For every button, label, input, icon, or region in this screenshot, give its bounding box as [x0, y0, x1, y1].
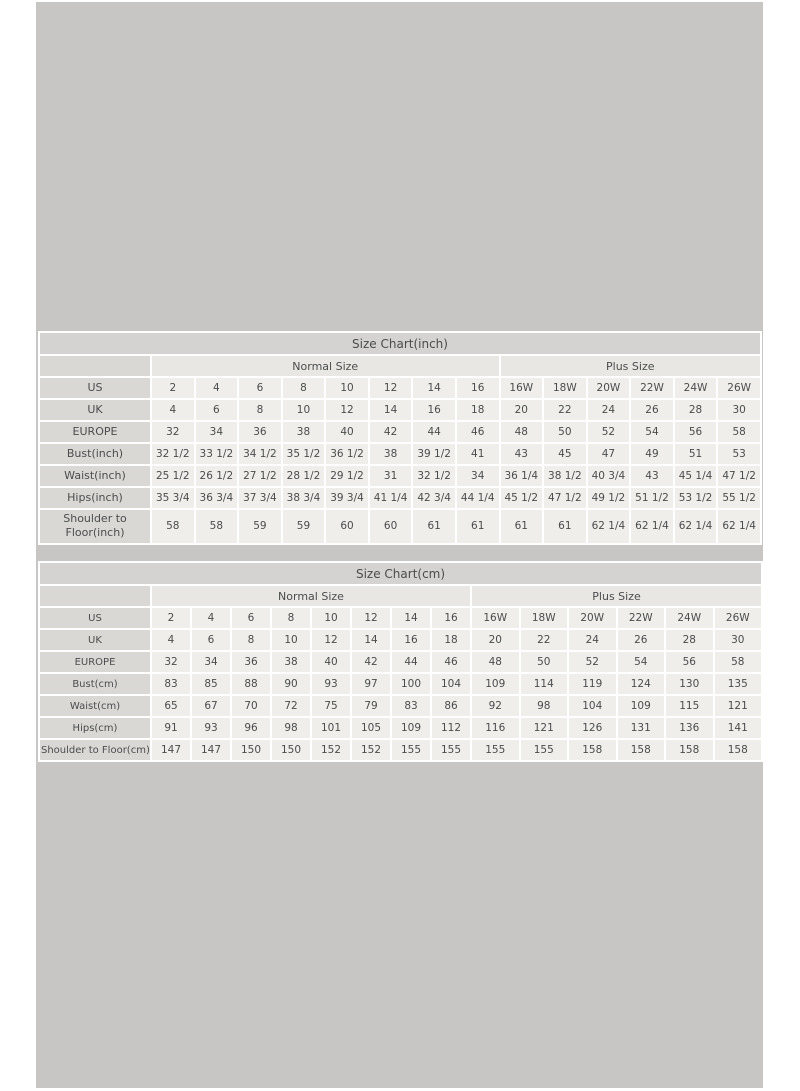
table-row	[40, 510, 760, 543]
size-value-cell: 4	[152, 400, 194, 420]
size-value-cell: 155	[472, 740, 519, 760]
size-value-cell: 70	[232, 696, 270, 716]
size-value-cell: 30	[715, 630, 762, 650]
size-value-cell: 121	[521, 718, 568, 738]
size-value-cell: 37 3/4	[239, 488, 281, 508]
size-value-cell: 16W	[501, 378, 543, 398]
size-value-cell: 18W	[521, 608, 568, 628]
size-value-cell: 43	[501, 444, 543, 464]
size-value-cell: 12	[312, 630, 350, 650]
size-value-cell: 155	[392, 740, 430, 760]
size-value-cell: 36	[232, 652, 270, 672]
table-row	[40, 466, 760, 486]
table-row	[40, 444, 760, 464]
size-value-cell: 42 3/4	[413, 488, 455, 508]
column-group-label: Normal Size	[152, 586, 470, 606]
size-value-cell: 152	[312, 740, 350, 760]
size-value-cell: 34	[457, 466, 499, 486]
size-value-cell: 38 1/2	[544, 466, 586, 486]
size-value-cell: 10	[283, 400, 325, 420]
size-value-cell: 26W	[715, 608, 762, 628]
size-value-cell: 54	[631, 422, 673, 442]
size-value-cell: 10	[272, 630, 310, 650]
size-value-cell: 34	[196, 422, 238, 442]
size-value-cell: 14	[413, 378, 455, 398]
size-value-cell: 112	[432, 718, 470, 738]
row-label: Hips(inch)	[40, 488, 150, 508]
size-value-cell: 16	[432, 608, 470, 628]
size-value-cell: 51 1/2	[631, 488, 673, 508]
size-value-cell: 33 1/2	[196, 444, 238, 464]
column-group-label: Plus Size	[472, 586, 761, 606]
size-value-cell: 39 3/4	[326, 488, 368, 508]
table-title: Size Chart(inch)	[40, 333, 760, 354]
size-value-cell: 86	[432, 696, 470, 716]
size-value-cell: 60	[370, 510, 412, 543]
size-value-cell: 24	[588, 400, 630, 420]
size-value-cell: 47 1/2	[718, 466, 760, 486]
size-value-cell: 2	[152, 378, 194, 398]
size-value-cell: 93	[192, 718, 230, 738]
size-value-cell: 45	[544, 444, 586, 464]
size-value-cell: 38	[370, 444, 412, 464]
size-value-cell: 14	[370, 400, 412, 420]
size-value-cell: 47	[588, 444, 630, 464]
size-value-cell: 136	[666, 718, 713, 738]
size-value-cell: 32	[152, 422, 194, 442]
size-value-cell: 8	[272, 608, 310, 628]
size-value-cell: 35 1/2	[283, 444, 325, 464]
size-value-cell: 16	[457, 378, 499, 398]
size-value-cell: 22	[544, 400, 586, 420]
size-value-cell: 12	[352, 608, 390, 628]
size-value-cell: 41	[457, 444, 499, 464]
size-value-cell: 59	[239, 510, 281, 543]
size-value-cell: 29 1/2	[326, 466, 368, 486]
table-row	[40, 488, 760, 508]
column-group-label: Plus Size	[501, 356, 761, 376]
size-chart-inch-table	[38, 331, 762, 545]
size-value-cell: 65	[152, 696, 190, 716]
size-value-cell: 12	[326, 400, 368, 420]
size-value-cell: 59	[283, 510, 325, 543]
size-value-cell: 96	[232, 718, 270, 738]
size-value-cell: 121	[715, 696, 762, 716]
size-value-cell: 147	[152, 740, 190, 760]
size-value-cell: 141	[715, 718, 762, 738]
size-value-cell: 92	[472, 696, 519, 716]
size-value-cell: 79	[352, 696, 390, 716]
size-value-cell: 31	[370, 466, 412, 486]
size-value-cell: 93	[312, 674, 350, 694]
size-value-cell: 98	[272, 718, 310, 738]
size-value-cell: 48	[472, 652, 519, 672]
row-label: Shoulder to Floor(cm)	[40, 740, 150, 760]
size-value-cell: 20W	[588, 378, 630, 398]
size-value-cell: 50	[544, 422, 586, 442]
size-value-cell: 10	[312, 608, 350, 628]
size-value-cell: 32 1/2	[152, 444, 194, 464]
size-value-cell: 36 1/4	[501, 466, 543, 486]
size-value-cell: 130	[666, 674, 713, 694]
size-value-cell: 150	[232, 740, 270, 760]
size-value-cell: 53 1/2	[675, 488, 717, 508]
size-chart-cm-table	[38, 561, 763, 762]
size-value-cell: 43	[631, 466, 673, 486]
size-value-cell: 119	[569, 674, 616, 694]
size-value-cell: 24W	[666, 608, 713, 628]
size-value-cell: 47 1/2	[544, 488, 586, 508]
size-value-cell: 61	[457, 510, 499, 543]
table-row	[40, 378, 760, 398]
table-row	[40, 400, 760, 420]
row-label: EUROPE	[40, 652, 150, 672]
table-row	[40, 422, 760, 442]
size-value-cell: 98	[521, 696, 568, 716]
row-label: Waist(cm)	[40, 696, 150, 716]
size-value-cell: 25 1/2	[152, 466, 194, 486]
size-value-cell: 46	[432, 652, 470, 672]
column-group-row	[40, 586, 761, 606]
size-value-cell: 135	[715, 674, 762, 694]
size-value-cell: 49	[631, 444, 673, 464]
size-value-cell: 97	[352, 674, 390, 694]
size-value-cell: 20	[472, 630, 519, 650]
size-value-cell: 109	[392, 718, 430, 738]
size-value-cell: 114	[521, 674, 568, 694]
table-title-row	[40, 563, 761, 584]
size-value-cell: 155	[521, 740, 568, 760]
size-value-cell: 39 1/2	[413, 444, 455, 464]
size-value-cell: 158	[666, 740, 713, 760]
size-value-cell: 152	[352, 740, 390, 760]
size-value-cell: 18	[432, 630, 470, 650]
size-value-cell: 150	[272, 740, 310, 760]
size-value-cell: 4	[196, 378, 238, 398]
size-value-cell: 26	[631, 400, 673, 420]
size-value-cell: 28 1/2	[283, 466, 325, 486]
size-value-cell: 6	[239, 378, 281, 398]
size-value-cell: 60	[326, 510, 368, 543]
table-row	[40, 696, 761, 716]
size-value-cell: 27 1/2	[239, 466, 281, 486]
size-value-cell: 26W	[718, 378, 760, 398]
size-value-cell: 83	[392, 696, 430, 716]
size-value-cell: 12	[370, 378, 412, 398]
size-value-cell: 32	[152, 652, 190, 672]
size-value-cell: 58	[718, 422, 760, 442]
size-value-cell: 14	[392, 608, 430, 628]
size-value-cell: 14	[352, 630, 390, 650]
size-value-cell: 62 1/4	[718, 510, 760, 543]
row-label: UK	[40, 630, 150, 650]
size-value-cell: 158	[569, 740, 616, 760]
size-value-cell: 147	[192, 740, 230, 760]
size-value-cell: 22W	[631, 378, 673, 398]
size-value-cell: 28	[675, 400, 717, 420]
size-value-cell: 62 1/4	[631, 510, 673, 543]
size-value-cell: 58	[715, 652, 762, 672]
size-value-cell: 42	[370, 422, 412, 442]
size-value-cell: 40	[312, 652, 350, 672]
size-value-cell: 20	[501, 400, 543, 420]
table-row	[40, 652, 761, 672]
size-value-cell: 6	[232, 608, 270, 628]
size-value-cell: 83	[152, 674, 190, 694]
size-value-cell: 22W	[618, 608, 665, 628]
size-value-cell: 91	[152, 718, 190, 738]
size-value-cell: 16W	[472, 608, 519, 628]
corner-cell	[40, 586, 150, 606]
size-value-cell: 18W	[544, 378, 586, 398]
size-value-cell: 36 1/2	[326, 444, 368, 464]
size-value-cell: 40 3/4	[588, 466, 630, 486]
size-value-cell: 50	[521, 652, 568, 672]
size-value-cell: 90	[272, 674, 310, 694]
size-value-cell: 44	[392, 652, 430, 672]
size-value-cell: 42	[352, 652, 390, 672]
size-value-cell: 6	[192, 630, 230, 650]
size-value-cell: 61	[501, 510, 543, 543]
size-value-cell: 41 1/4	[370, 488, 412, 508]
size-value-cell: 158	[715, 740, 762, 760]
size-value-cell: 44	[413, 422, 455, 442]
size-value-cell: 104	[569, 696, 616, 716]
size-value-cell: 38	[283, 422, 325, 442]
row-label: EUROPE	[40, 422, 150, 442]
size-value-cell: 2	[152, 608, 190, 628]
size-value-cell: 61	[544, 510, 586, 543]
size-value-cell: 85	[192, 674, 230, 694]
table-row	[40, 718, 761, 738]
size-value-cell: 18	[457, 400, 499, 420]
size-value-cell: 45 1/4	[675, 466, 717, 486]
size-value-cell: 8	[232, 630, 270, 650]
size-value-cell: 36	[239, 422, 281, 442]
size-value-cell: 10	[326, 378, 368, 398]
size-value-cell: 155	[432, 740, 470, 760]
table-title: Size Chart(cm)	[40, 563, 761, 584]
size-value-cell: 56	[666, 652, 713, 672]
size-value-cell: 62 1/4	[588, 510, 630, 543]
size-value-cell: 4	[152, 630, 190, 650]
size-value-cell: 8	[283, 378, 325, 398]
size-value-cell: 55 1/2	[718, 488, 760, 508]
row-label: UK	[40, 400, 150, 420]
size-value-cell: 49 1/2	[588, 488, 630, 508]
size-value-cell: 58	[152, 510, 194, 543]
size-value-cell: 48	[501, 422, 543, 442]
size-value-cell: 100	[392, 674, 430, 694]
size-value-cell: 158	[618, 740, 665, 760]
row-label: US	[40, 608, 150, 628]
size-value-cell: 16	[413, 400, 455, 420]
corner-cell	[40, 356, 150, 376]
table-row	[40, 674, 761, 694]
size-value-cell: 30	[718, 400, 760, 420]
size-value-cell: 126	[569, 718, 616, 738]
table-row	[40, 630, 761, 650]
size-value-cell: 36 3/4	[196, 488, 238, 508]
table-title-row	[40, 333, 760, 354]
size-value-cell: 124	[618, 674, 665, 694]
size-value-cell: 67	[192, 696, 230, 716]
size-value-cell: 44 1/4	[457, 488, 499, 508]
size-value-cell: 52	[569, 652, 616, 672]
size-value-cell: 40	[326, 422, 368, 442]
size-value-cell: 4	[192, 608, 230, 628]
size-value-cell: 34 1/2	[239, 444, 281, 464]
size-value-cell: 72	[272, 696, 310, 716]
size-value-cell: 53	[718, 444, 760, 464]
row-label: Shoulder to Floor(inch)	[40, 510, 150, 543]
row-label: Bust(inch)	[40, 444, 150, 464]
size-value-cell: 88	[232, 674, 270, 694]
size-value-cell: 116	[472, 718, 519, 738]
size-value-cell: 115	[666, 696, 713, 716]
size-value-cell: 32 1/2	[413, 466, 455, 486]
size-value-cell: 20W	[569, 608, 616, 628]
size-value-cell: 45 1/2	[501, 488, 543, 508]
size-value-cell: 101	[312, 718, 350, 738]
size-value-cell: 46	[457, 422, 499, 442]
size-value-cell: 104	[432, 674, 470, 694]
size-value-cell: 35 3/4	[152, 488, 194, 508]
gray-background-panel	[36, 2, 763, 1088]
size-value-cell: 26	[618, 630, 665, 650]
size-value-cell: 38	[272, 652, 310, 672]
size-value-cell: 61	[413, 510, 455, 543]
size-value-cell: 54	[618, 652, 665, 672]
size-value-cell: 56	[675, 422, 717, 442]
size-value-cell: 52	[588, 422, 630, 442]
size-value-cell: 105	[352, 718, 390, 738]
table-row	[40, 608, 761, 628]
size-value-cell: 109	[618, 696, 665, 716]
size-value-cell: 16	[392, 630, 430, 650]
size-value-cell: 58	[196, 510, 238, 543]
size-value-cell: 22	[521, 630, 568, 650]
row-label: US	[40, 378, 150, 398]
size-value-cell: 26 1/2	[196, 466, 238, 486]
size-value-cell: 131	[618, 718, 665, 738]
size-value-cell: 51	[675, 444, 717, 464]
size-value-cell: 6	[196, 400, 238, 420]
column-group-label: Normal Size	[152, 356, 499, 376]
row-label: Bust(cm)	[40, 674, 150, 694]
size-value-cell: 34	[192, 652, 230, 672]
row-label: Hips(cm)	[40, 718, 150, 738]
size-value-cell: 8	[239, 400, 281, 420]
table-row	[40, 740, 761, 760]
size-value-cell: 109	[472, 674, 519, 694]
size-value-cell: 24	[569, 630, 616, 650]
row-label: Waist(inch)	[40, 466, 150, 486]
size-value-cell: 38 3/4	[283, 488, 325, 508]
size-value-cell: 75	[312, 696, 350, 716]
column-group-row	[40, 356, 760, 376]
size-value-cell: 24W	[675, 378, 717, 398]
size-value-cell: 28	[666, 630, 713, 650]
size-value-cell: 62 1/4	[675, 510, 717, 543]
